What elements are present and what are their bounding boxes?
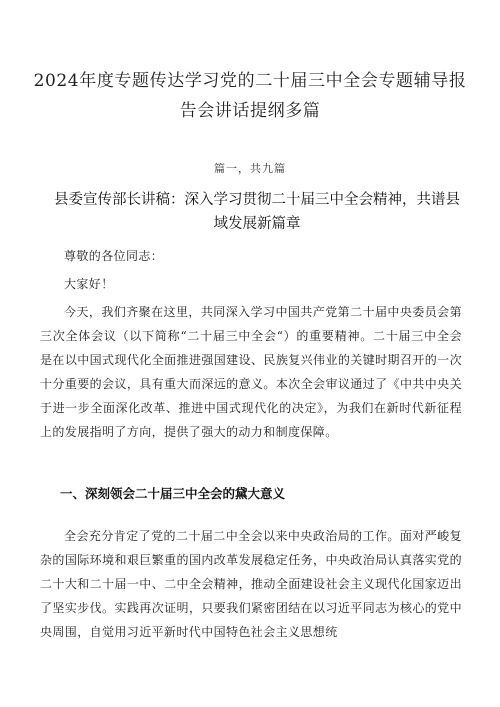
salutation: 尊敬的各位同志： — [64, 249, 164, 263]
speech-title: 县委宣传部长讲稿：深入学习贯彻二十届三中全会精神，共谱县域发展新篇章 — [54, 192, 460, 232]
section-label: 篇一，共九篇 — [214, 162, 286, 175]
document-title: 2024年度专题传达学习党的二十届三中全会专题辅导报告会讲话提纲多篇 — [33, 71, 467, 121]
body-paragraph: 全会充分肯定了党的二十届二中全会以来中央政治局的工作。面对严峻复杂的国际环境和艰巨繁重的国内改革发展稳定任务，中央政治局认真落实党的二十大和二十届一中、二中全会精神，推动全面建设社会主义现代化国家迈出了坚实步伐。实践再次证明，只要我们紧密团结在以习近平同志为核心的党中央周围，自觉用习近平新时代中国特色社会主义思想统 — [40, 529, 462, 639]
section-heading: 一、深刻领会二十届三中全会的黛大意义 — [60, 486, 286, 501]
greeting: 大家好！ — [64, 277, 114, 291]
body-paragraph: 今天，我们齐聚在这里，共同深入学习中国共产党第二十届中央委员会第三次全体会议（以下简称“二十届三中全会“）的重要精神。二十届三中全会是在以中国式现代化全面推进强国建设、民族复兴伟业的关键时期召开的一次十分重要的会议，具有重大而深远的意义。本次全会审议通过了《中共中央关于进一步全面深化改革、推进中国式现代化的决定》，为我们在新时代新征程上的发展指明了方向，提供了强大的动力和制度保障。 — [40, 305, 462, 439]
